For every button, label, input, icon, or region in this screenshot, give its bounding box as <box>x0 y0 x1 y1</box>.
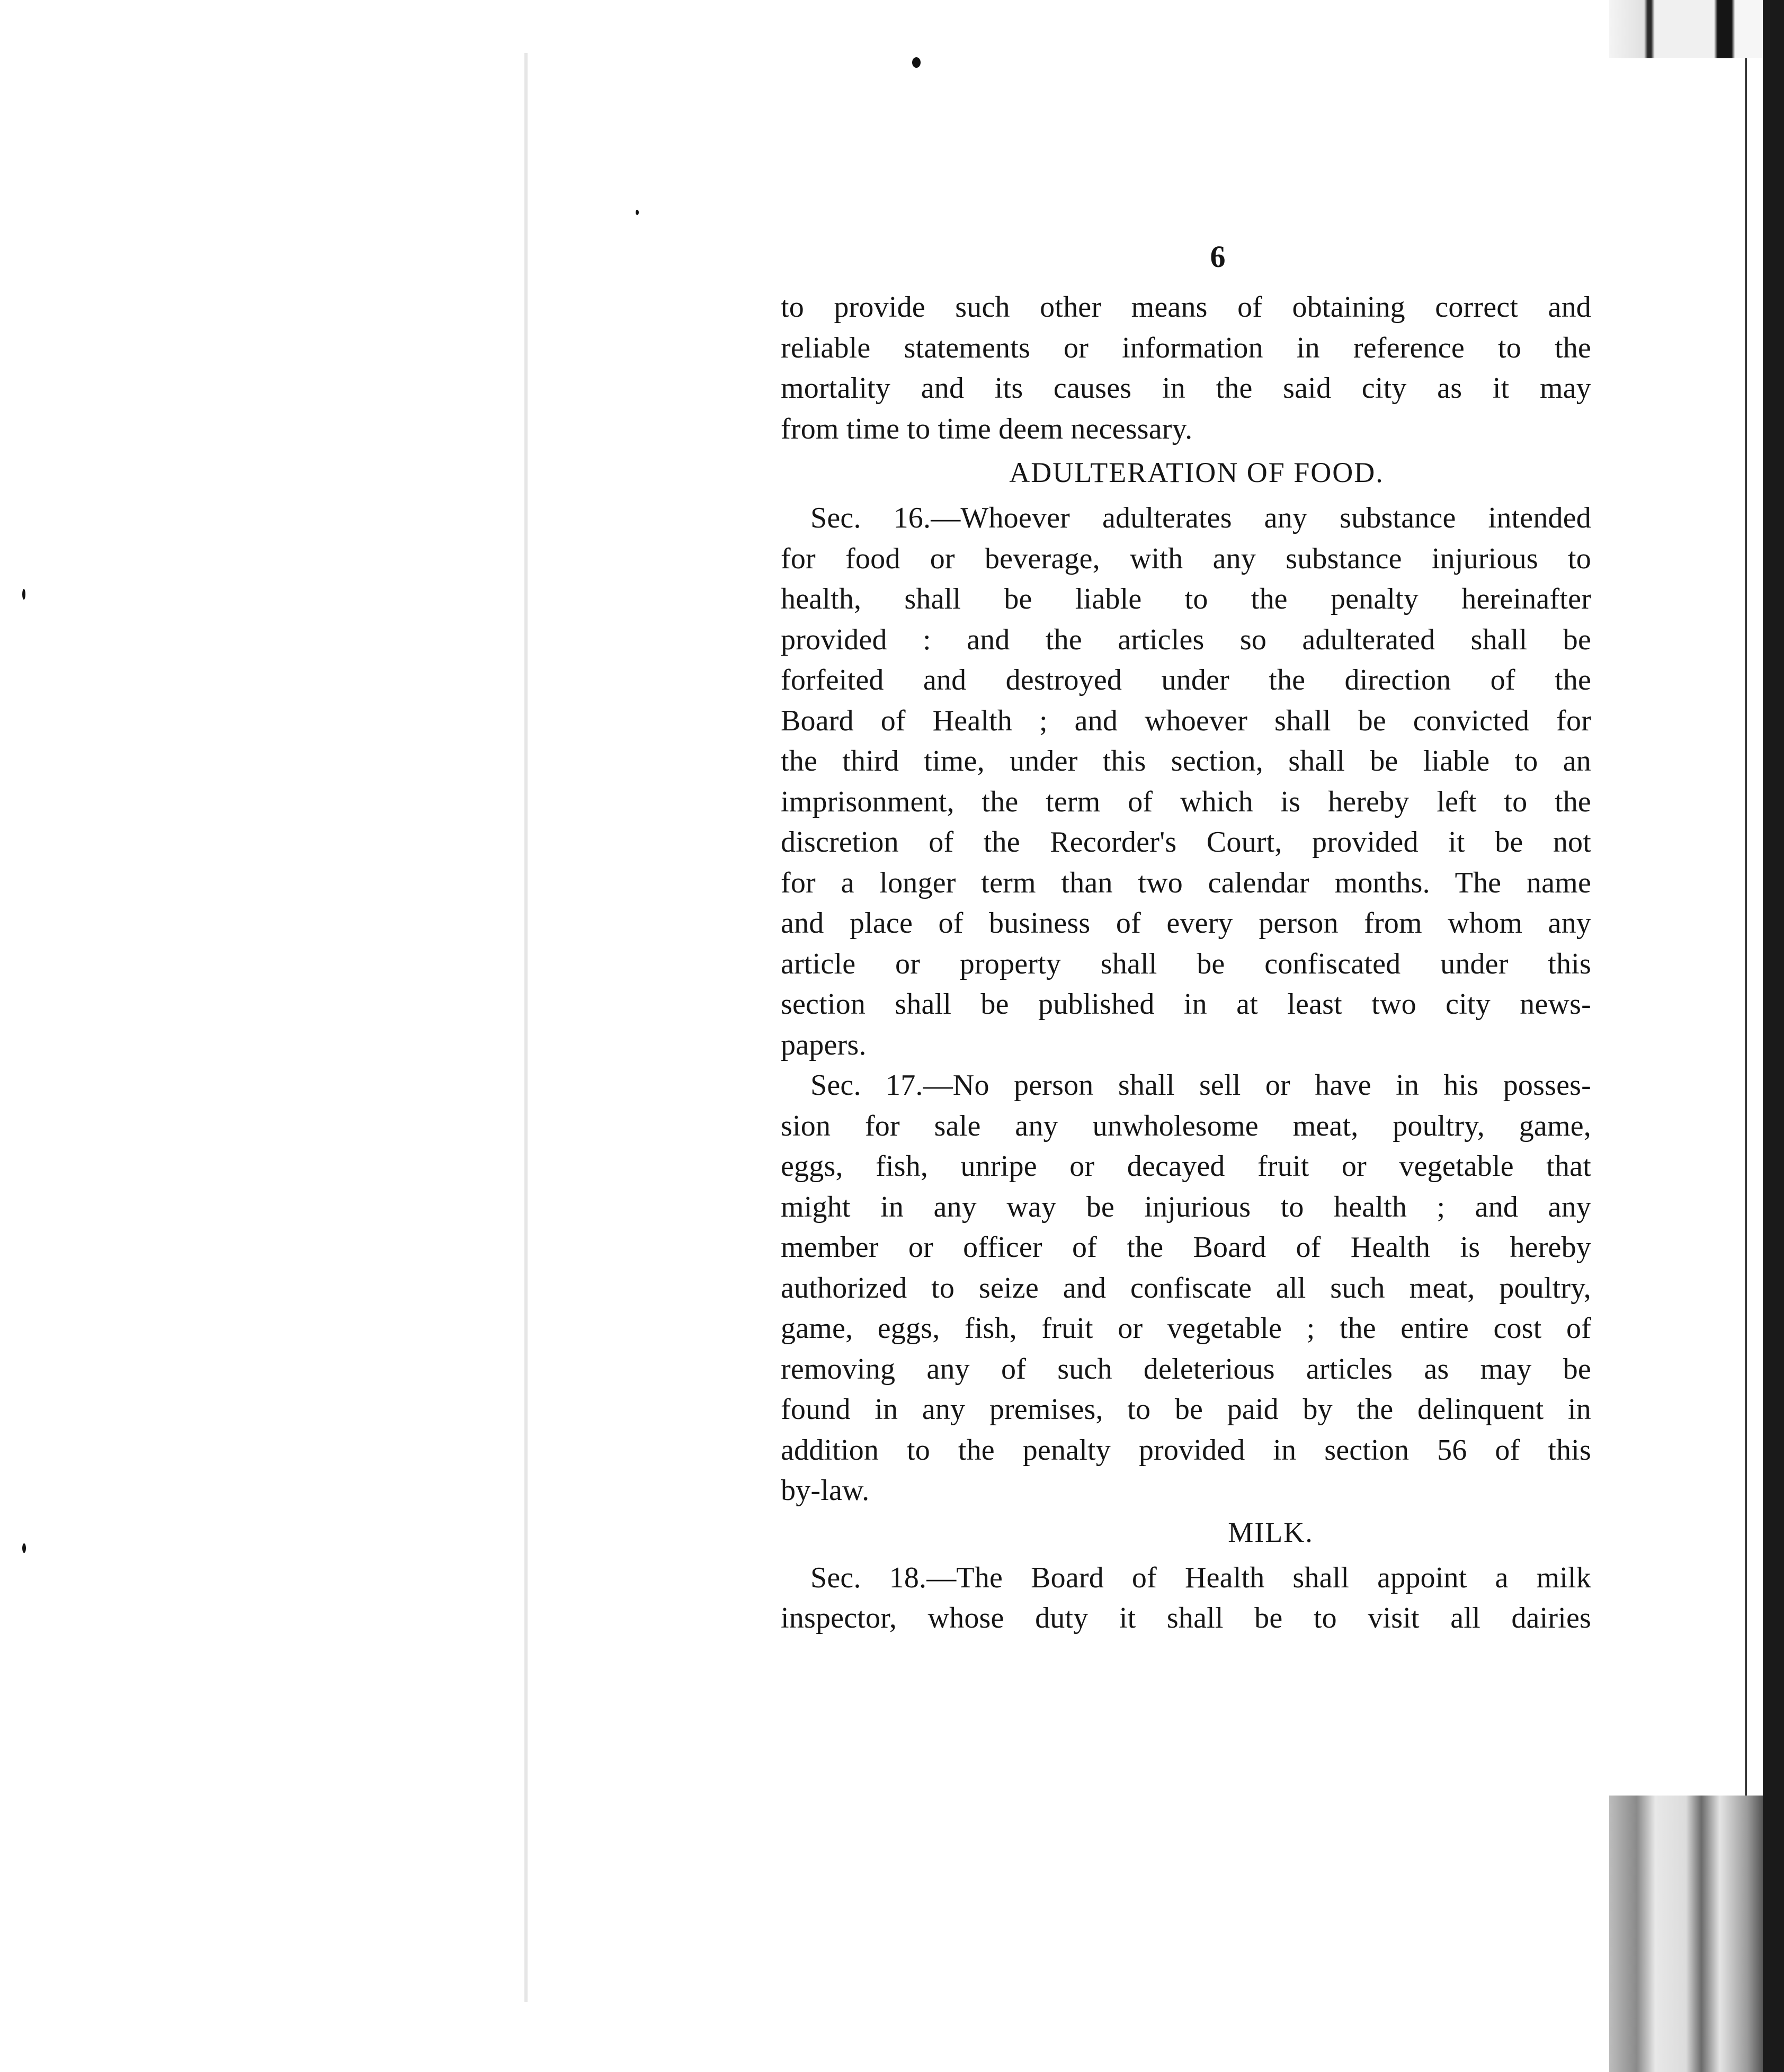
text-line: might in any way be injurious to health ; and any <box>781 1190 1591 1223</box>
paragraph-sec-17 <box>781 1065 1591 1511</box>
text-line: forfeited and destroyed under the direction of the <box>781 664 1591 696</box>
scan-edge-strip <box>1763 0 1784 2072</box>
text-line: removing any of such deleterious articles as may be <box>781 1352 1591 1386</box>
intro-paragraph <box>781 287 1591 449</box>
text-line: Board of Health ; and whoever shall be convicted for <box>781 704 1591 737</box>
text-line: Sec. 18.—The Board of Health shall appoint a milk <box>810 1561 1591 1594</box>
text-line: papers. <box>781 1028 867 1061</box>
text-line: provided : and the articles so adulterated shall be <box>781 623 1591 656</box>
text-line: member or officer of the Board of Health is hereby <box>781 1231 1591 1264</box>
scan-edge-artifact-top <box>1609 0 1784 58</box>
text-line: authorized to seize and confiscate all such meat, poultry, <box>781 1271 1591 1305</box>
text-line: to provide such other means of obtaining correct and <box>781 291 1591 324</box>
ink-speck <box>22 1543 26 1553</box>
text-line: and place of business of every person from whom any <box>781 907 1591 940</box>
paragraph-sec-16 <box>781 498 1591 1065</box>
text-line: imprisonment, the term of which is hereby left to the <box>781 785 1591 818</box>
text-line: game, eggs, fish, fruit or vegetable ; the entire cost of <box>781 1312 1591 1345</box>
page-content <box>781 238 1591 1639</box>
text-line: sion for sale any unwholesome meat, poultry, game, <box>781 1109 1591 1142</box>
text-line: found in any premises, to be paid by the delinquent in <box>781 1393 1591 1426</box>
scan-edge-line <box>1745 58 1747 1796</box>
text-line: health, shall be liable to the penalty hereinafter <box>781 583 1591 615</box>
text-line: mortality and its causes in the said city as it may <box>781 372 1591 405</box>
section-heading-adulteration: ADULTERATION OF FOOD. <box>1009 457 1384 488</box>
ink-speck <box>22 589 25 600</box>
ink-speck <box>636 210 639 215</box>
text-line: Sec. 17.—No person shall sell or have in his posses- <box>810 1069 1591 1102</box>
text-line: discretion of the Recorder's Court, provided it be not <box>781 826 1591 859</box>
text-line: reliable statements or information in reference to the <box>781 331 1591 364</box>
scan-edge-artifact-bottom <box>1609 1796 1763 2072</box>
text-line: section shall be published in at least two city news- <box>781 988 1591 1021</box>
text-line: article or property shall be confiscated under this <box>781 947 1591 980</box>
text-line: addition to the penalty provided in section 56 of this <box>781 1433 1591 1467</box>
text-line: for food or beverage, with any substance injurious to <box>781 542 1591 575</box>
paragraph-sec-18 <box>781 1558 1591 1639</box>
text-line: eggs, fish, unripe or decayed fruit or vegetable that <box>781 1150 1591 1183</box>
text-line: by-law. <box>781 1474 870 1507</box>
text-line: the third time, under this section, shall be liable to an <box>781 745 1591 778</box>
page-number: 6 <box>1210 239 1226 274</box>
page-fold-shadow <box>524 53 528 2002</box>
section-heading-milk: MILK. <box>1228 1516 1314 1548</box>
ink-speck <box>912 57 921 68</box>
text-line: for a longer term than two calendar months. The name <box>781 866 1591 899</box>
text-line: from time to time deem necessary. <box>781 412 1193 445</box>
text-line: inspector, whose duty it shall be to visit all dairies <box>781 1602 1591 1635</box>
text-line: Sec. 16.—Whoever adulterates any substance intended <box>810 502 1591 534</box>
